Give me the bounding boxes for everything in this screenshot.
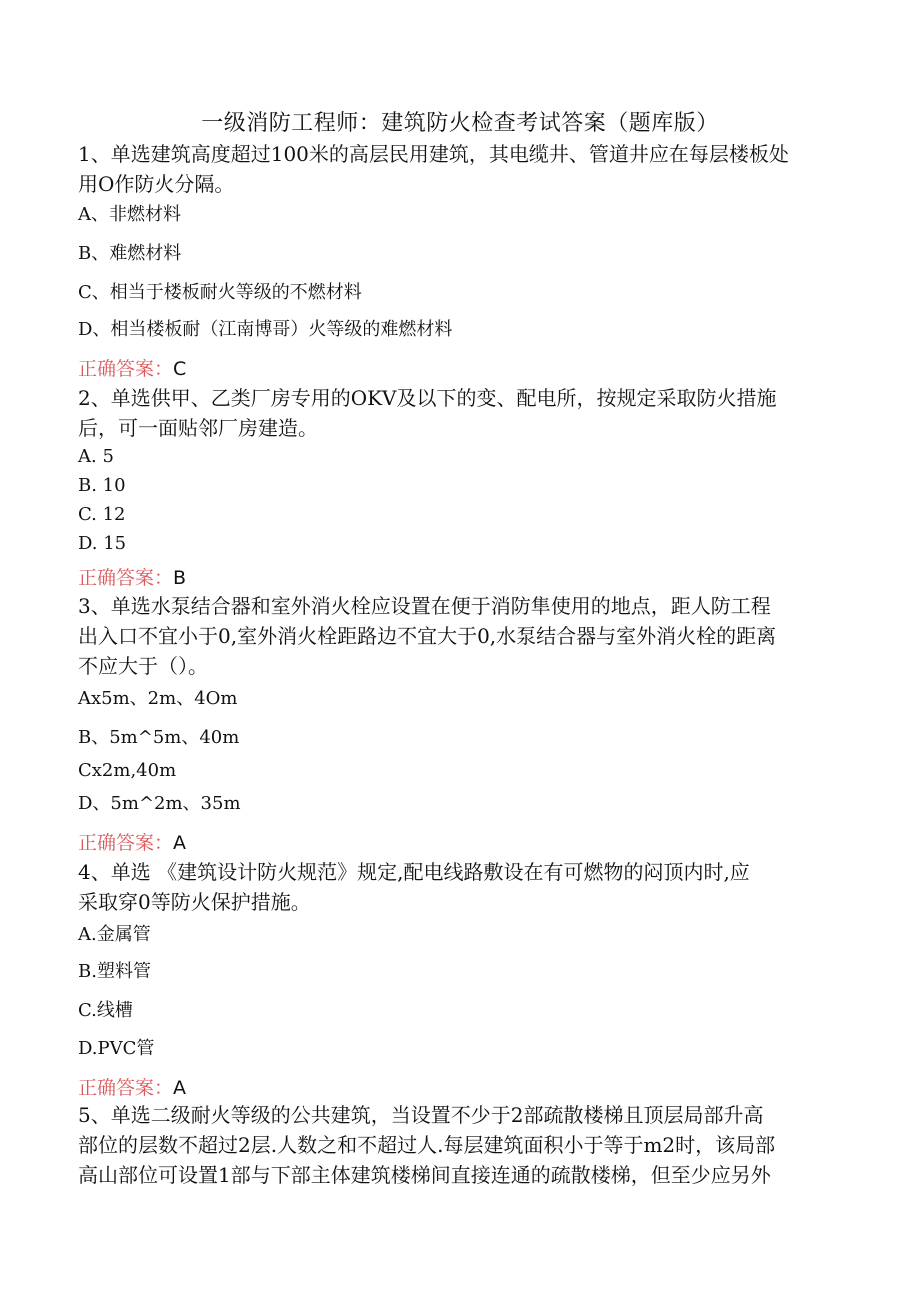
question-2-line-2: 后，可一面贴邻厂房建造。 (78, 416, 318, 440)
question-1-option-d: D、相当楼板耐（江南博哥）火等级的难燃材料 (78, 319, 453, 340)
answer-label: 正确答案： (78, 1077, 174, 1099)
question-1-option-a: A、非燃材料 (78, 204, 181, 225)
answer-value: A (173, 832, 187, 854)
question-4-line-2: 采取穿0等防火保护措施。 (78, 890, 311, 914)
question-1-line-2: 用O作防火分隔。 (78, 172, 235, 196)
question-3-option-b: B、5m^5m、40m (78, 727, 240, 748)
question-4-option-c: C.线槽 (78, 1000, 133, 1021)
question-4-line-1: 4、单选 《建筑设计防火规范》规定,配电线路敷设在有可燃物的闷顶内时,应 (78, 860, 750, 884)
question-3-line-1: 3、单选水泵结合器和室外消火栓应设置在便于消防隼使用的地点，距人防工程 (78, 594, 771, 618)
question-5-line-2: 部位的层数不超过2层.人数之和不超过人.每层建筑面积小于等于m2时，该局部 (78, 1133, 776, 1157)
question-3-line-2: 出入口不宜小于0,室外消火栓距路边不宜大于0,水泵结合器与室外消火栓的距离 (78, 624, 777, 648)
answer-label: 正确答案： (78, 832, 174, 854)
question-3-option-c: Cx2m,40m (78, 760, 177, 781)
question-1-line-1: 1、单选建筑高度超过100米的高层民用建筑，其电缆井、管道井应在每层楼板处 (78, 142, 789, 166)
question-2-answer (78, 564, 186, 592)
question-3-option-a: Ax5m、2m、4Om (78, 688, 238, 709)
answer-label: 正确答案： (78, 358, 174, 380)
question-5-line-3: 高山部位可设置1部与下部主体建筑楼梯间直接连通的疏散楼梯，但至少应另外 (78, 1163, 771, 1187)
question-1-option-c: C、相当于楼板耐火等级的不燃材料 (78, 282, 362, 303)
question-2-line-1: 2、单选供甲、乙类厂房专用的OKV及以下的变、配电所，按规定采取防火措施 (78, 386, 777, 410)
question-4-option-b: B.塑料管 (78, 961, 151, 982)
question-3-answer (78, 829, 186, 857)
page-title: 一级消防工程师：建筑防火检查考试答案（题库版） (201, 111, 719, 136)
answer-value: B (173, 567, 187, 589)
question-2-option-d: D. 15 (78, 533, 127, 554)
question-1-answer (78, 355, 186, 383)
answer-value: C (173, 358, 187, 380)
question-2-option-c: C. 12 (78, 504, 126, 525)
question-3-line-3: 不应大于（）。 (78, 654, 208, 678)
question-4-answer (78, 1074, 186, 1102)
question-5-line-1: 5、单选二级耐火等级的公共建筑，当设置不少于2部疏散楼梯且顶层局部升高 (78, 1103, 764, 1127)
question-4-option-d: D.PVC管 (78, 1038, 155, 1059)
answer-label: 正确答案： (78, 567, 174, 589)
question-3-option-d: D、5m^2m、35m (78, 793, 241, 814)
question-2-option-a: A. 5 (78, 446, 114, 467)
answer-value: A (173, 1077, 187, 1099)
question-4-option-a: A.金属管 (78, 924, 151, 945)
question-1-option-b: B、难燃材料 (78, 243, 182, 264)
question-2-option-b: B. 10 (78, 475, 126, 496)
